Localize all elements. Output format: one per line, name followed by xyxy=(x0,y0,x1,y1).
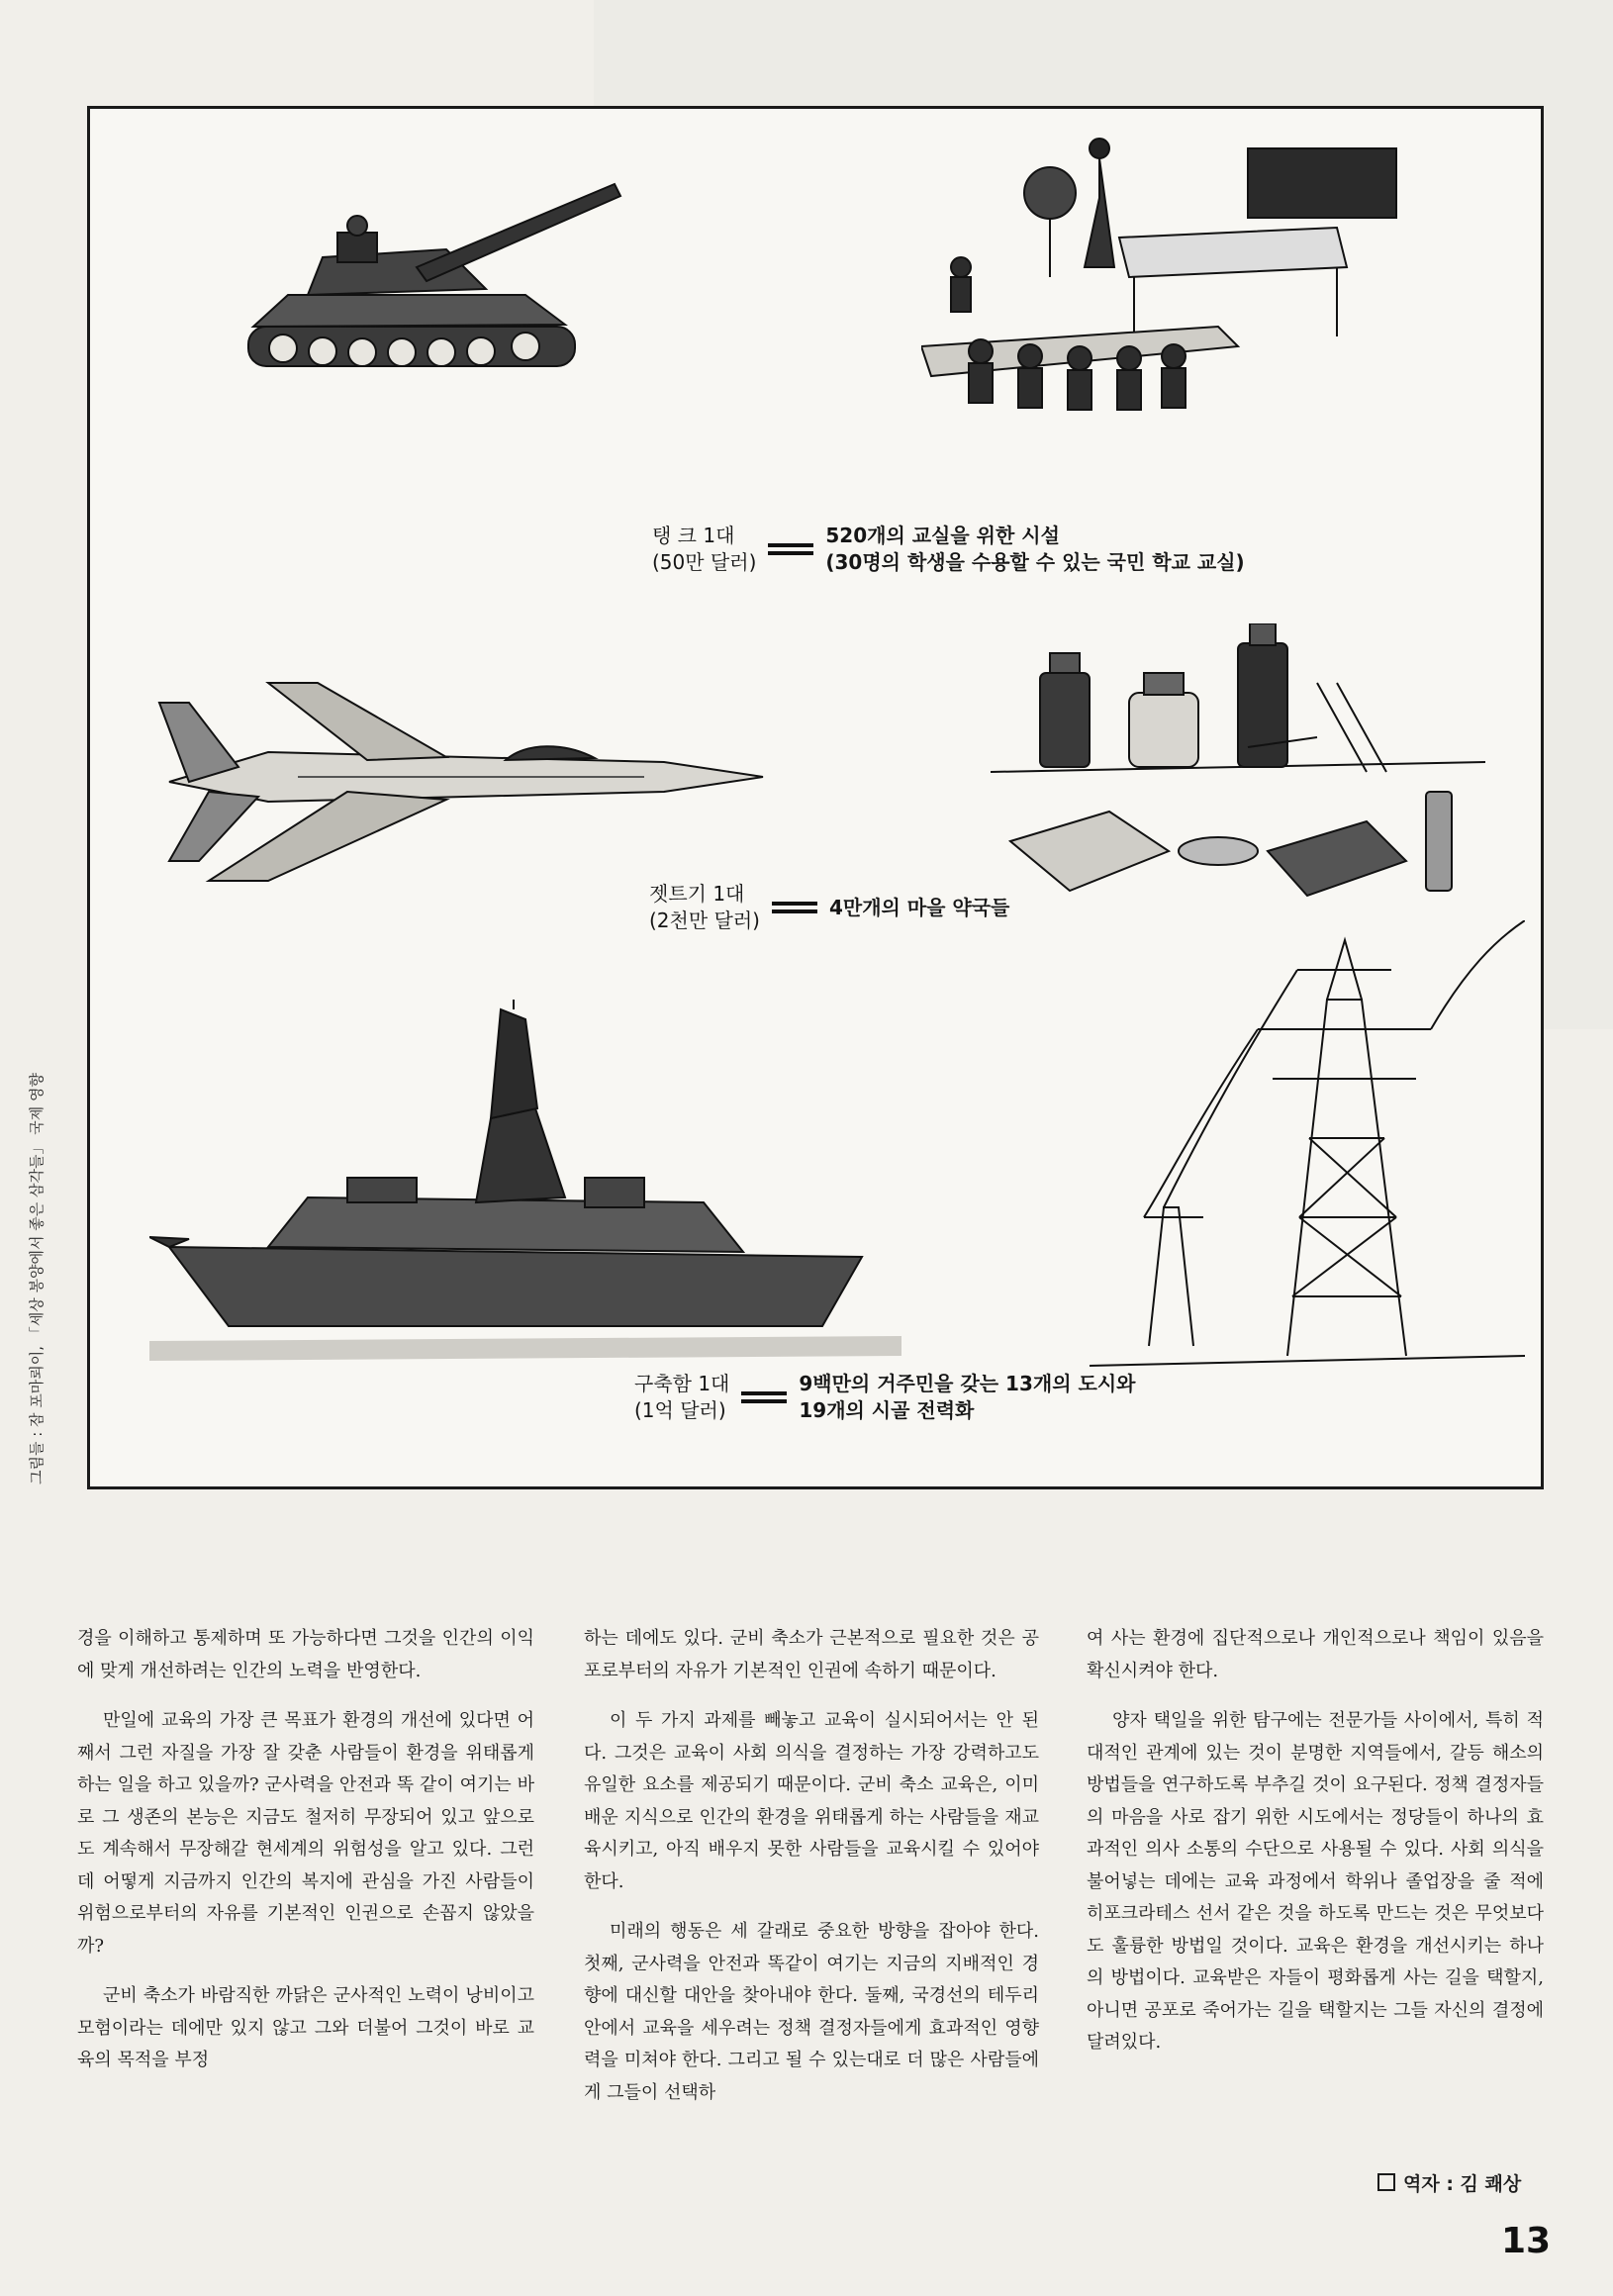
translator-name: 역자 : 김 쾌상 xyxy=(1403,2173,1522,2195)
text-column-2 xyxy=(584,1623,1039,2127)
paragraph: 양자 택일을 위한 탐구에는 전문가들 사이에서, 특히 적대적인 관계에 있는 것이 분명한 지역들에서, 갈등 해소의 방법들을 연구하도록 부추길 것이 요구된다. 정책 결정자들의 마음을 사로 잡기 위한 시도에서는 정당들이 하나의 효과적인 의사 소통의 수단으로 사용될 수 있다. 사회 의식을 불어넣는 데에는 교육 과정에서 학위나 졸업장을 줄 적에 히포크라테스 선서 같은 것을 하도록 만드는 것은 무엇보다도 훌륭한 방법일 것이다. 교육은 환경을 개선시키는 하나의 방법이다. 교육받은 자들이 평화롭게 사는 길을 택할지, 아니면 공포로 죽어가는 길을 택할지는 그들 자신의 결정에 달려있다. xyxy=(1087,1710,1544,2053)
paragraph: 이 두 가지 과제를 빼놓고 교육이 실시되어서는 안 된다. 그것은 교육이 사회 의식을 결정하는 가장 강력하고도 유일한 요소를 제공되기 때문이다. 군비 축소 교육은, 이미 배운 지식으로 인간의 환경을 위태롭게 하는 사람들을 재교육시키고, 아직 배우지 못한 사람들을 교육시킬 수 있어야 한다. xyxy=(584,1710,1039,1892)
text-column-3 xyxy=(1087,1623,1544,2077)
caption-jet-title: 젯트기 1대 xyxy=(649,882,745,906)
equals-sign xyxy=(741,1389,787,1405)
paragraph: 미래의 행동은 세 갈래로 중요한 방향을 잡아야 한다. 첫째, 군사력을 안전과 똑같이 여기는 지금의 지배적인 경향에 대신할 대안을 찾아내야 한다. 둘째, 국경선의 테두리 안에서 교육을 세우려는 정책 결정자들에게 효과적인 영향력을 미쳐야 한다. 그리고 될 수 있는대로 더 많은 사람들에게 그들이 선택하 xyxy=(584,1921,1039,2103)
equals-sign xyxy=(772,900,817,915)
caption-jet-cost: (2천만 달러) xyxy=(649,909,760,932)
square-bullet-icon xyxy=(1377,2173,1395,2191)
caption-tank-cost: (50만 달러) xyxy=(652,550,757,574)
destroyer-illustration xyxy=(149,1000,901,1376)
pharmacy-illustration xyxy=(991,623,1485,910)
caption-destroyer-equivalent: 9백만의 거주민을 갖는 13개의 도시와 xyxy=(799,1372,1136,1395)
paragraph: 만일에 교육의 가장 큰 목표가 환경의 개선에 있다면 어째서 그런 자질을 가장 잘 갖춘 사람들이 환경을 위태롭게 하는 일을 하고 있을까? 군사력을 안전과 똑 같이 여기는 바로 그 생존의 본능은 지금도 철저히 무장되어 있고 앞으로도 계속해서 무장해갈 현세계의 위험성을 알고 있다. 그런데 어떻게 지금까지 인간의 복지에 관심을 가진 사람들이 위험으로부터의 자유를 기본적인 인권으로 손꼽지 않았을까? xyxy=(77,1710,534,1957)
caption-jet-equivalent: 4만개의 마을 약국들 xyxy=(828,895,1010,919)
caption-destroyer-note: 19개의 시골 전력화 xyxy=(799,1398,975,1422)
equals-sign xyxy=(768,541,813,557)
illustration-panel xyxy=(87,106,1544,1489)
illustration-credit: 그림들 : 잠 포마뢰이, 「세상 봉양에서 좋은 삼각들」 국제 영향 xyxy=(28,1072,46,1484)
classroom-illustration xyxy=(921,129,1475,416)
jet-illustration xyxy=(149,643,783,901)
caption-tank-title: 탱 크 1대 xyxy=(652,524,735,547)
paragraph: 군비 축소가 바람직한 까닭은 군사적인 노력이 낭비이고 모험이라는 데에만 있지 않고 그와 더불어 그것이 바로 교육의 목적을 부정 xyxy=(77,1985,534,2070)
caption-destroyer-cost: (1억 달러) xyxy=(634,1398,726,1422)
caption-destroyer xyxy=(634,1371,1135,1424)
paragraph: 여 사는 환경에 집단적으로나 개인적으로나 책임이 있음을 확신시켜야 한다. xyxy=(1087,1628,1544,1681)
caption-jet xyxy=(649,881,1009,934)
tank-illustration xyxy=(229,178,624,416)
paragraph: 하는 데에도 있다. 군비 축소가 근본적으로 필요한 것은 공포로부터의 자유가 기본적인 인권에 속하기 때문이다. xyxy=(584,1628,1039,1681)
caption-tank xyxy=(652,523,1245,576)
caption-tank-equivalent: 520개의 교실을 위한 시설 xyxy=(825,524,1060,547)
power-tower-illustration xyxy=(1090,920,1525,1386)
caption-tank-note: (30명의 학생을 수용할 수 있는 국민 학교 교실) xyxy=(825,550,1245,574)
translator-credit xyxy=(1377,2169,1521,2196)
text-column-1 xyxy=(77,1623,534,2095)
paragraph: 경을 이해하고 통제하며 또 가능하다면 그것을 인간의 이익에 맞게 개선하려는 인간의 노력을 반영한다. xyxy=(77,1628,534,1681)
page-number: 13 xyxy=(1501,2221,1552,2261)
caption-destroyer-title: 구축함 1대 xyxy=(634,1372,730,1395)
